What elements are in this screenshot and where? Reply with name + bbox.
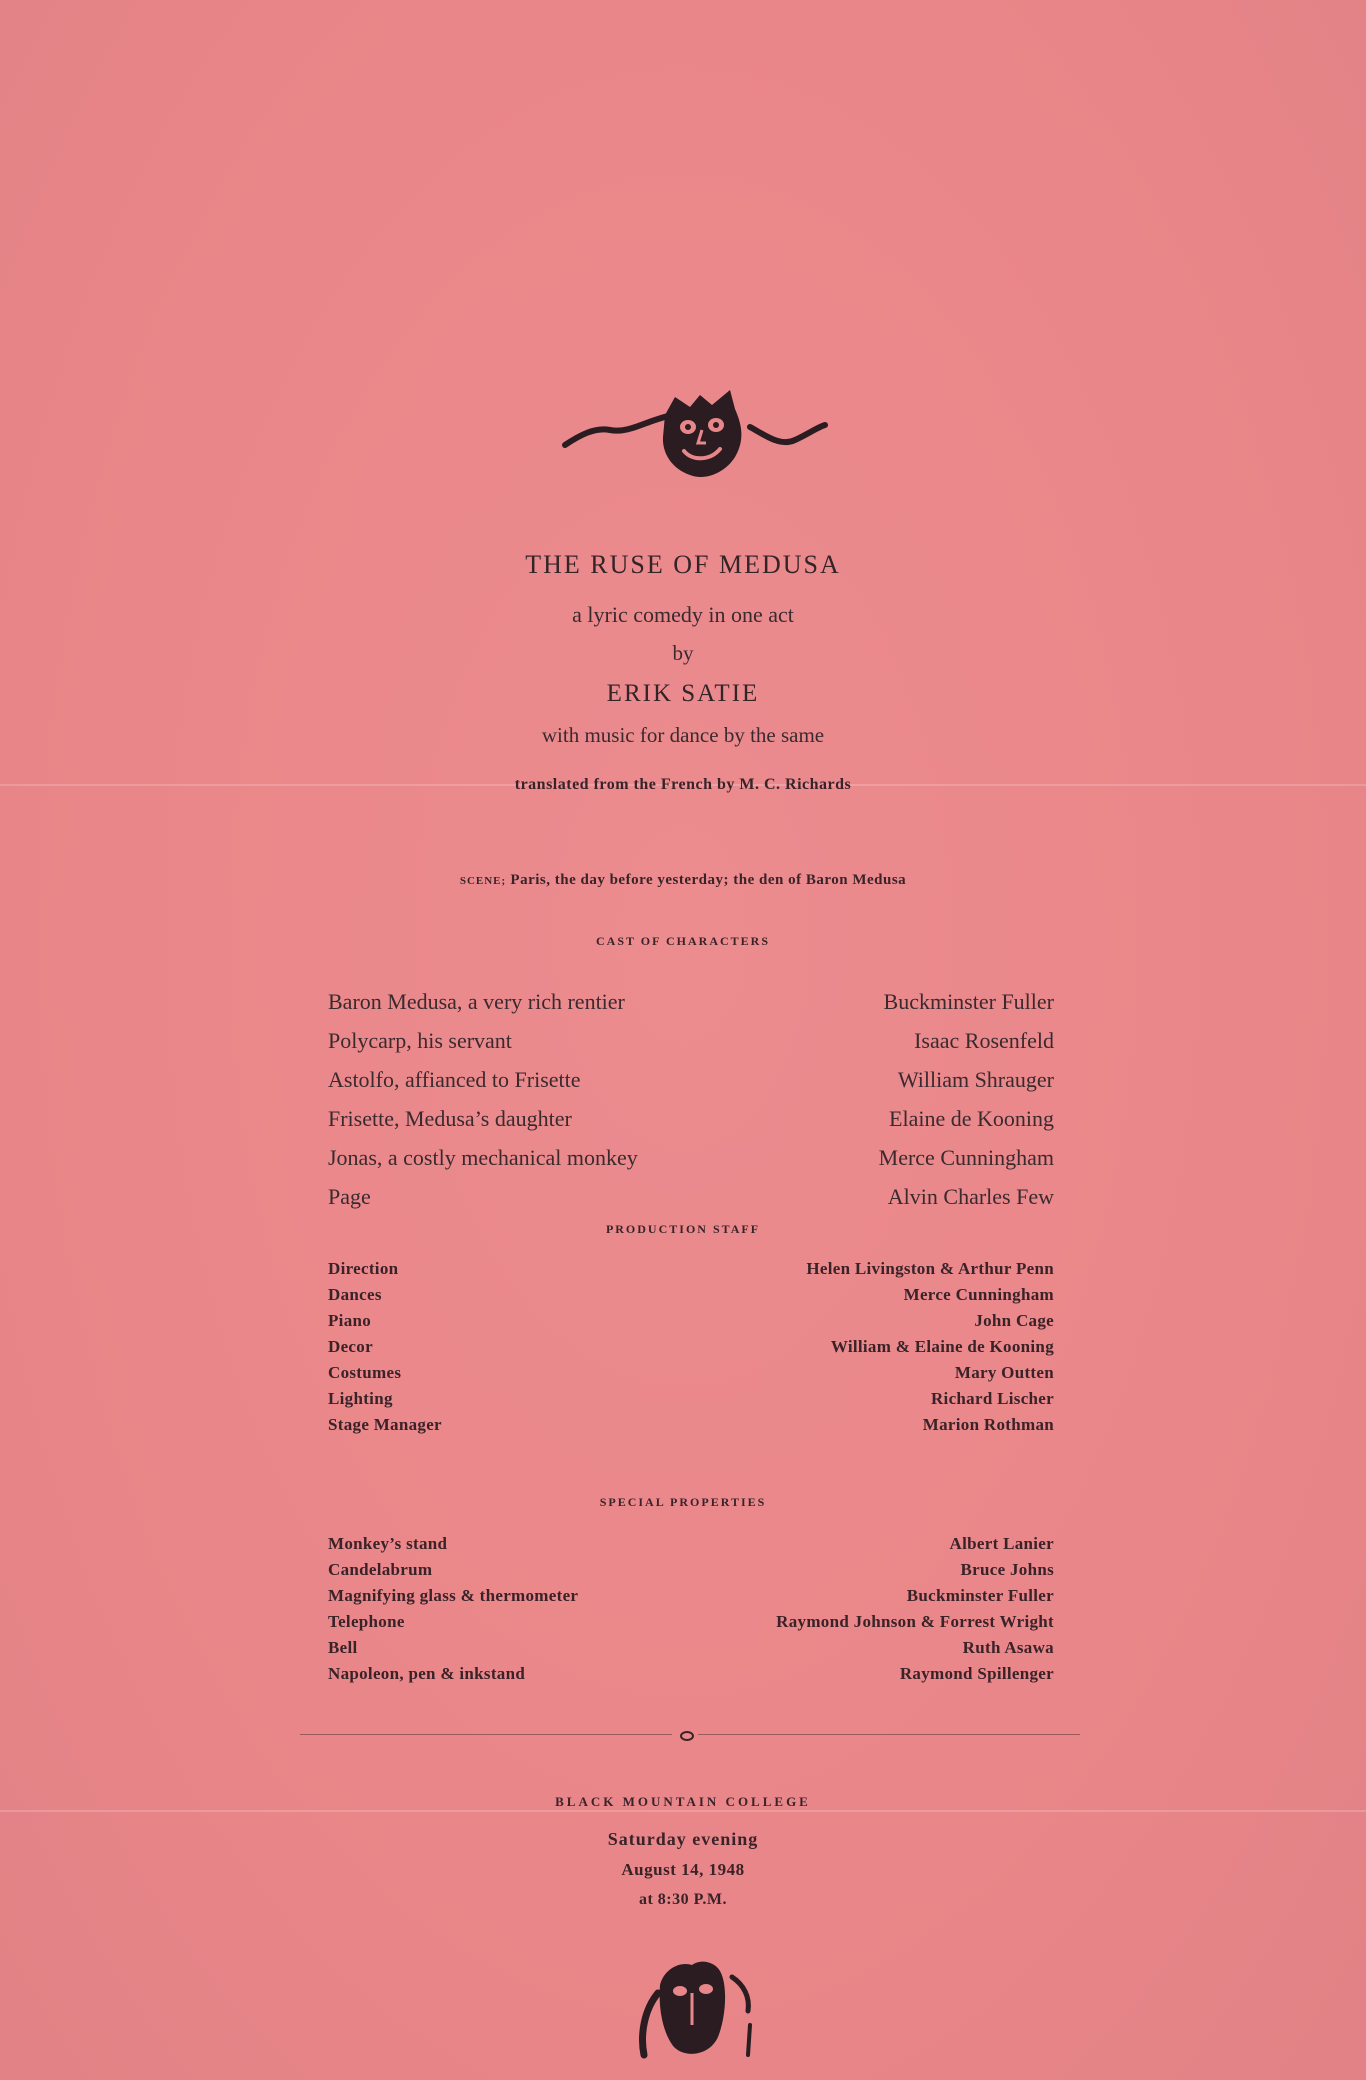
program-subtitle: a lyric comedy in one act (572, 602, 794, 627)
role-label: Decor (328, 1337, 373, 1356)
by-line: by (672, 641, 694, 665)
person-name: Helen Livingston & Arthur Penn (806, 1259, 1054, 1278)
list-item (328, 1609, 1054, 1635)
performer-name: Alvin Charles Few (887, 1183, 1054, 1209)
list-item (328, 1021, 1054, 1060)
list-item (328, 1099, 1054, 1138)
list-item (328, 1138, 1054, 1177)
program-title: THE RUSE OF MEDUSA (525, 550, 841, 579)
performer-name: William Shrauger (897, 1066, 1054, 1092)
divider-ornament (680, 1731, 694, 1741)
cast-list (328, 982, 1054, 1216)
person-name: Ruth Asawa (962, 1638, 1054, 1657)
role-label: Direction (328, 1259, 399, 1278)
role-label: Jonas, a costly mechanical monkey (328, 1144, 638, 1170)
role-label: Page (328, 1183, 371, 1209)
item-label: Monkey’s stand (328, 1534, 448, 1553)
role-label: Costumes (328, 1363, 402, 1382)
list-item (328, 1531, 1054, 1557)
fold-line (0, 1810, 1366, 1812)
person-name: Merce Cunningham (903, 1285, 1054, 1304)
role-label: Piano (328, 1311, 372, 1330)
person-name: Albert Lanier (949, 1534, 1054, 1553)
role-label: Lighting (328, 1389, 393, 1408)
list-item (328, 1060, 1054, 1099)
author-name: ERIK SATIE (606, 680, 760, 707)
performer-name: Merce Cunningham (878, 1144, 1054, 1170)
list-item (328, 1308, 1054, 1334)
list-item (328, 1557, 1054, 1583)
cast-heading: CAST OF CHARACTERS (595, 934, 771, 948)
item-label: Napoleon, pen & inkstand (328, 1664, 526, 1683)
performer-name: Buckminster Fuller (883, 988, 1054, 1014)
list-item (328, 1583, 1054, 1609)
person-name: Marion Rothman (922, 1415, 1054, 1434)
mask-icon (560, 385, 830, 485)
item-label: Magnifying glass & thermometer (328, 1586, 579, 1605)
role-label: Frisette, Medusa’s daughter (328, 1105, 572, 1131)
college-name: BLACK MOUNTAIN COLLEGE (555, 1794, 811, 1809)
performer-name: Elaine de Kooning (889, 1105, 1054, 1131)
role-label: Baron Medusa, a very rich rentier (328, 988, 625, 1014)
person-name: Richard Lischer (930, 1389, 1054, 1408)
mask-icon (630, 1955, 770, 2065)
scene-label: SCENE; (459, 875, 507, 887)
person-name: Bruce Johns (960, 1560, 1054, 1579)
performance-date: August 14, 1948 (621, 1860, 745, 1879)
person-name: Raymond Johnson & Forrest Wright (776, 1612, 1054, 1631)
production-heading: PRODUCTION STAFF (605, 1222, 761, 1236)
scene-text: Paris, the day before yesterday; the den of Baron Medusa (510, 872, 907, 888)
list-item (328, 1635, 1054, 1661)
person-name: Mary Outten (954, 1363, 1054, 1382)
performance-day: Saturday evening (607, 1829, 759, 1849)
scene-line (0, 872, 1366, 889)
person-name: Raymond Spillenger (899, 1664, 1054, 1683)
properties-heading: SPECIAL PROPERTIES (599, 1495, 767, 1509)
properties-list (328, 1531, 1054, 1687)
music-note: with music for dance by the same (541, 723, 825, 747)
person-name: Buckminster Fuller (906, 1586, 1054, 1605)
translation-credit: translated from the French by M. C. Richards (514, 776, 852, 793)
list-item (328, 1334, 1054, 1360)
item-label: Candelabrum (328, 1560, 433, 1579)
list-item (328, 1412, 1054, 1438)
list-item (328, 1360, 1054, 1386)
performance-time: at 8:30 P.M. (638, 1891, 728, 1908)
list-item (328, 1256, 1054, 1282)
list-item (328, 982, 1054, 1021)
item-label: Telephone (328, 1612, 405, 1631)
production-list (328, 1256, 1054, 1438)
list-item (328, 1386, 1054, 1412)
role-label: Stage Manager (328, 1415, 442, 1434)
divider-line (698, 1734, 1080, 1735)
person-name: John Cage (974, 1311, 1054, 1330)
role-label: Polycarp, his servant (328, 1027, 512, 1053)
role-label: Dances (328, 1285, 382, 1304)
person-name: William & Elaine de Kooning (830, 1337, 1054, 1356)
ornament-divider (300, 1729, 1080, 1741)
item-label: Bell (328, 1638, 358, 1657)
divider-line (300, 1734, 672, 1735)
list-item (328, 1282, 1054, 1308)
role-label: Astolfo, affianced to Frisette (328, 1066, 581, 1092)
list-item (328, 1177, 1054, 1216)
list-item (328, 1661, 1054, 1687)
performer-name: Isaac Rosenfeld (914, 1027, 1054, 1053)
